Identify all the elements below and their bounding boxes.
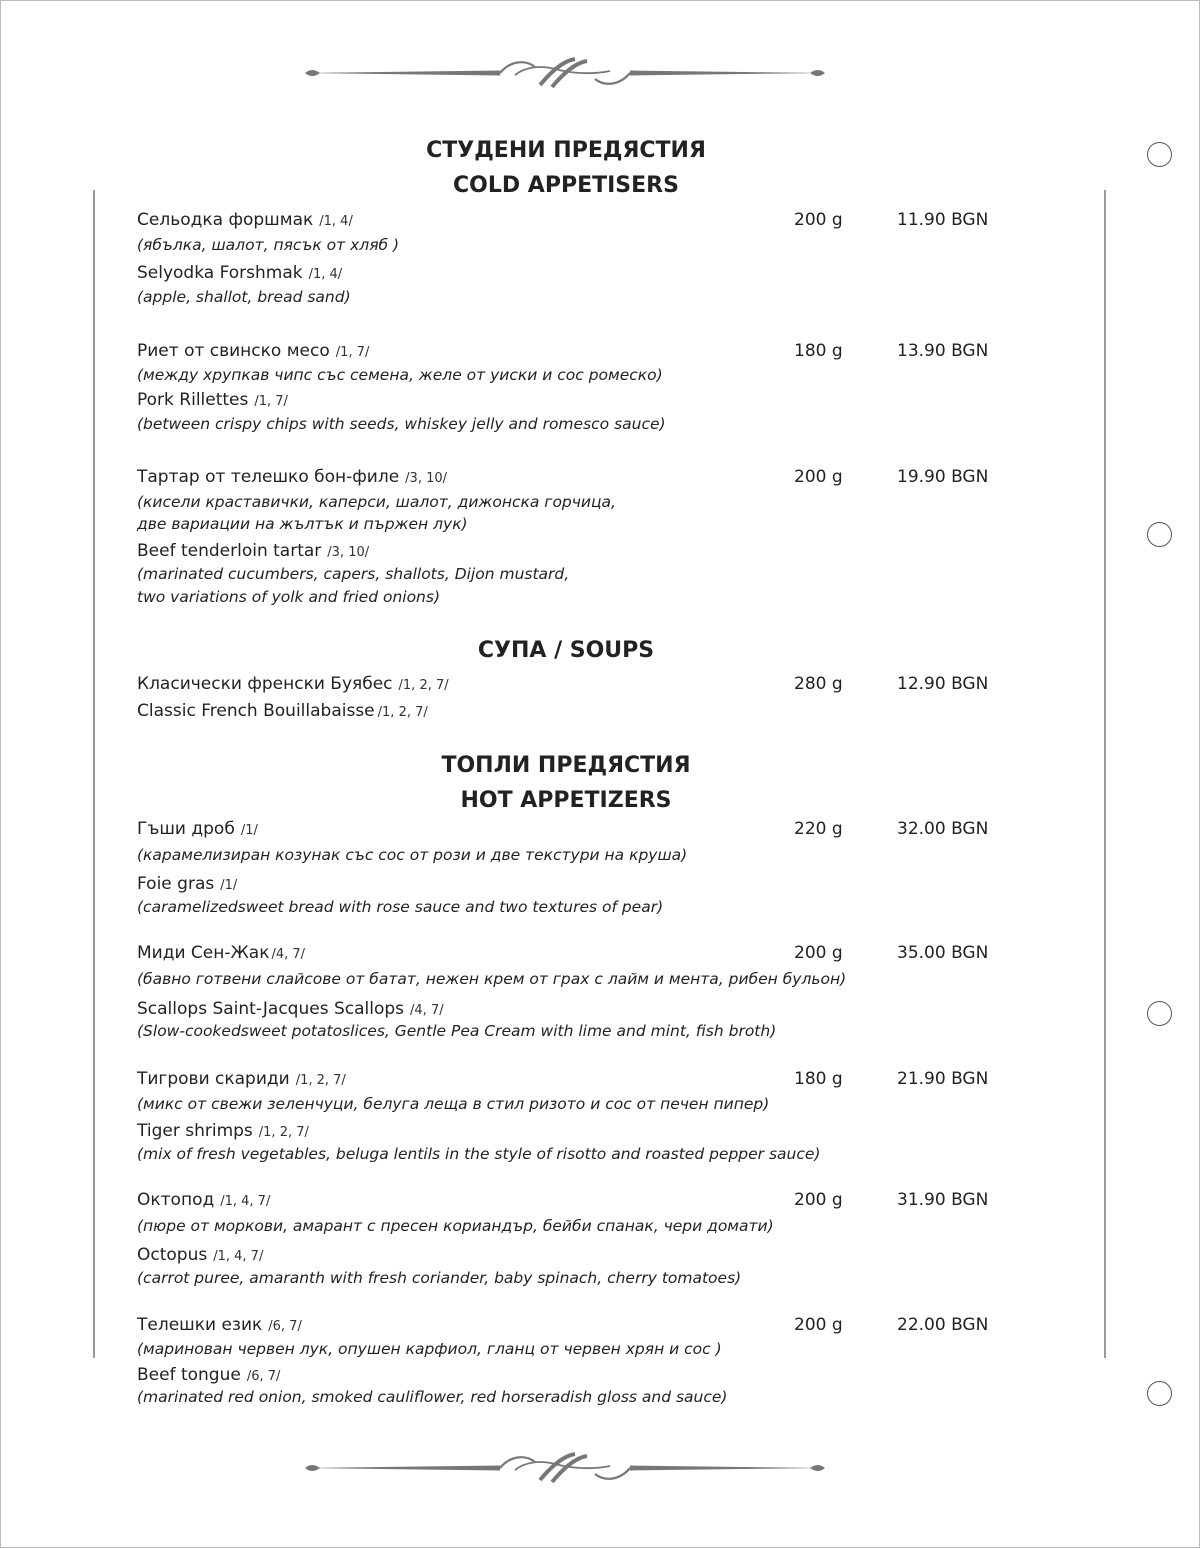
menu-item-name-en: Foie gras /1/ xyxy=(137,874,238,894)
left-vertical-rule xyxy=(93,190,95,1358)
menu-item-name-en: Scallops Saint-Jacques Scallops /4, 7/ xyxy=(137,999,444,1019)
binder-hole xyxy=(1147,1381,1172,1406)
menu-item-name-en: Octopus /1, 4, 7/ xyxy=(137,1245,264,1265)
menu-item-name-bg: Тартар от телешко бон-филе /3, 10/ xyxy=(137,467,448,487)
item-price: 11.90 BGN xyxy=(897,210,989,230)
menu-item-name-bg: Класически френски Буябес /1, 2, 7/ xyxy=(137,674,449,694)
item-price: 31.90 BGN xyxy=(897,1190,989,1210)
item-weight: 200 g xyxy=(794,1190,843,1210)
binder-hole xyxy=(1147,522,1172,547)
item-price: 35.00 BGN xyxy=(897,943,989,963)
menu-item-desc-bg: (маринован червен лук, опушен карфиол, гланц от червен хрян и сос ) xyxy=(137,1340,722,1358)
item-price: 12.90 BGN xyxy=(897,674,989,694)
menu-item-desc-bg: (кисели краставички, каперси, шалот, дижонска горчица, xyxy=(137,493,616,511)
menu-item-name-en: Selyodka Forshmak /1, 4/ xyxy=(137,263,343,283)
item-weight: 200 g xyxy=(794,210,843,230)
hot-title-bg: ТОПЛИ ПРЕДЯСТИЯ xyxy=(441,753,691,778)
item-weight: 200 g xyxy=(794,943,843,963)
menu-item-name-en: Beef tongue /6, 7/ xyxy=(137,1365,281,1385)
menu-item-name-bg: Телешки език /6, 7/ xyxy=(137,1315,302,1335)
hot-title-en: HOT APPETIZERS xyxy=(460,788,672,813)
item-weight: 280 g xyxy=(794,674,843,694)
item-price: 32.00 BGN xyxy=(897,819,989,839)
cold-title-bg: СТУДЕНИ ПРЕДЯСТИЯ xyxy=(426,138,706,163)
menu-item-desc-en: (marinated red onion, smoked cauliflower, red horseradish gloss and sauce) xyxy=(137,1388,728,1406)
binder-hole xyxy=(1147,142,1172,167)
menu-item-desc-en: (marinated cucumbers, capers, shallots, Dijon mustard, xyxy=(137,565,570,583)
menu-item-name-bg: Миди Сен-Жак /4, 7/ xyxy=(137,943,306,963)
menu-item-desc-bg: (бавно готвени слайсове от батат, нежен крем от грах с лайм и мента, рибен бульон) xyxy=(137,970,847,988)
menu-item-name-en: Pork Rillettes /1, 7/ xyxy=(137,390,288,410)
menu-item-name-bg: Тигрови скариди /1, 2, 7/ xyxy=(137,1069,346,1089)
cold-appetisers-title xyxy=(300,133,832,203)
menu-item-desc-en: (mix of fresh vegetables, beluga lentils in the style of risotto and roasted pepper sauce) xyxy=(137,1145,821,1163)
item-price: 22.00 BGN xyxy=(897,1315,989,1335)
menu-item-name-bg: Риет от свинско месо /1, 7/ xyxy=(137,341,370,361)
item-weight: 180 g xyxy=(794,1069,843,1089)
menu-item-desc-bg: две вариации на жълтък и пържен лук) xyxy=(137,515,468,533)
menu-item-name-bg: Гъши дроб /1/ xyxy=(137,819,258,839)
menu-item-desc-bg: (микс от свежи зеленчуци, белуга леща в стил ризото и сос от печен пипер) xyxy=(137,1095,770,1113)
menu-item-desc-en: (carrot puree, amaranth with fresh coriander, baby spinach, cherry tomatoes) xyxy=(137,1269,742,1287)
menu-item-desc-bg: (ябълка, шалот, пясък от хляб ) xyxy=(137,236,400,254)
menu-item-name-bg: Октопод /1, 4, 7/ xyxy=(137,1190,271,1210)
menu-item-desc-bg: (карамелизиран козунак със сос от рози и две текстури на круша) xyxy=(137,846,688,864)
menu-item-desc-en: (Slow-cookedsweet potatoslices, Gentle Pea Cream with lime and mint, fish broth) xyxy=(137,1022,777,1040)
menu-item-desc-en: two variations of yolk and fried onions) xyxy=(137,588,441,606)
item-price: 13.90 BGN xyxy=(897,341,989,361)
soups-title: СУПА / SOUPS xyxy=(477,638,655,663)
menu-item-desc-en: (caramelizedsweet bread with rose sauce and two textures of pear) xyxy=(137,898,664,916)
menu-item-desc-bg: (пюре от моркови, амарант с пресен кориандър, бейби спанак, чери домати) xyxy=(137,1217,774,1235)
menu-item-desc-bg: (между хрупкав чипс със семена, желе от уиски и сос ромеско) xyxy=(137,366,663,384)
bottom-flourish-ornament xyxy=(300,1448,830,1488)
menu-item-name-bg: Сельодка форшмак /1, 4/ xyxy=(137,210,353,230)
item-price: 21.90 BGN xyxy=(897,1069,989,1089)
right-vertical-rule xyxy=(1104,190,1106,1358)
menu-item-desc-en: (between crispy chips with seeds, whiskey jelly and romesco sauce) xyxy=(137,415,666,433)
menu-item-name-en: Classic French Bouillabaisse /1, 2, 7/ xyxy=(137,701,428,721)
menu-item-name-en: Beef tenderloin tartar /3, 10/ xyxy=(137,541,370,561)
binder-hole xyxy=(1147,1001,1172,1026)
item-weight: 200 g xyxy=(794,467,843,487)
item-weight: 200 g xyxy=(794,1315,843,1335)
item-price: 19.90 BGN xyxy=(897,467,989,487)
menu-item-name-en: Tiger shrimps /1, 2, 7/ xyxy=(137,1121,309,1141)
top-flourish-ornament xyxy=(300,53,830,93)
cold-title-en: COLD APPETISERS xyxy=(453,173,679,198)
menu-item-desc-en: (apple, shallot, bread sand) xyxy=(137,288,351,306)
item-weight: 180 g xyxy=(794,341,843,361)
item-weight: 220 g xyxy=(794,819,843,839)
hot-appetizers-title xyxy=(300,748,832,818)
